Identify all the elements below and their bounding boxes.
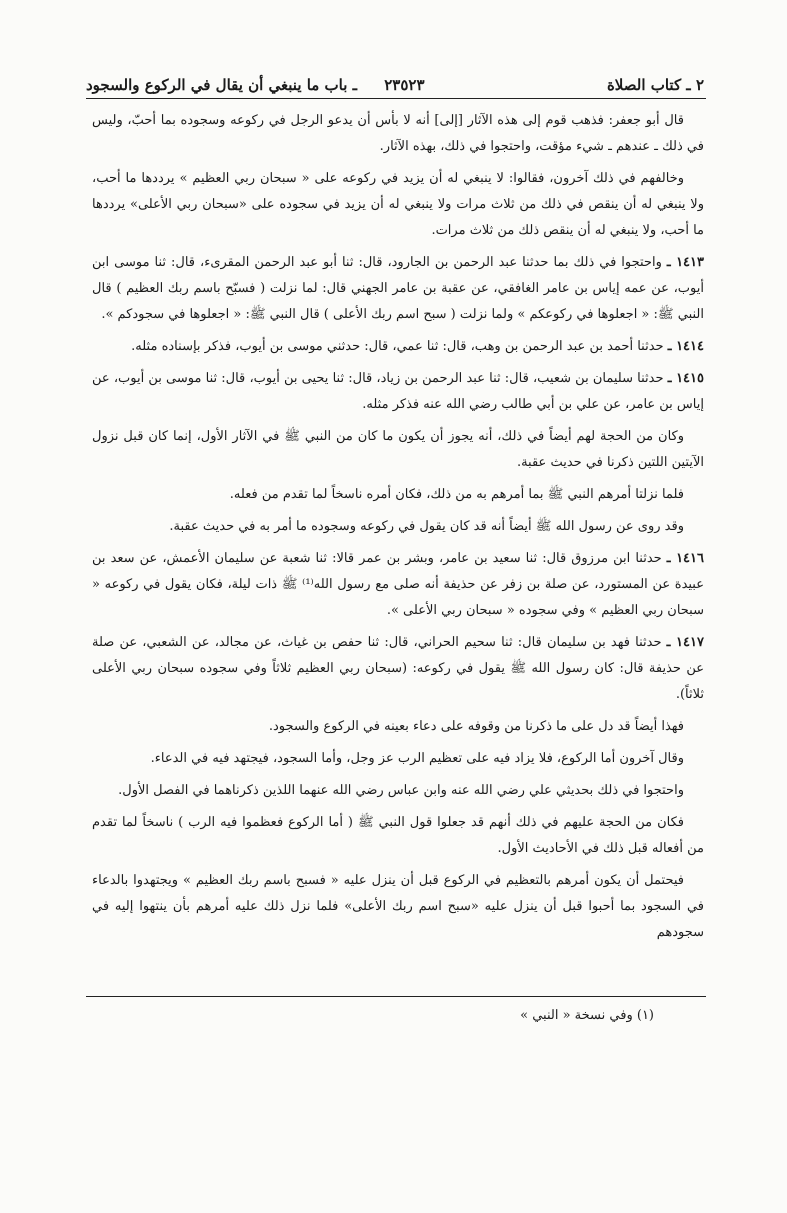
- running-header: [86, 74, 704, 96]
- header-section: [86, 74, 425, 96]
- hadith-number: ١٤١٧ ـ: [666, 635, 704, 650]
- main-text: [92, 108, 704, 952]
- hadith-paragraph: ١٤١٤ ـ حدثنا أحمد بن عبد الرحمن بن وهب، قال: ثنا عمي، قال: حدثني موسى بن أيوب، فذكر بإسناده مثله.: [131, 339, 704, 354]
- hadith-number: ١٤١٥ ـ: [667, 371, 704, 386]
- hadith-paragraph: ١٤١٦ ـ حدثنا ابن مرزوق قال: ثنا سعيد بن عامر، وبشر بن عمر قالا: ثنا شعبة عن سليمان الأعمش، عن سعد بن عبيدة عن المستورد، عن صلة بن زفر عن حذيفة أنه صلى مع رسول الله⁽¹⁾ ﷺ ذات ليلة، فكان يقول في ركوعه « سبحان ربي العظيم » وفي سجوده « سبحان ربي الأعلى ».: [92, 551, 704, 618]
- hadith-paragraph: ١٤١٥ ـ حدثنا سليمان بن شعيب، قال: ثنا عبد الرحمن بن زياد، قال: ثنا يحيى بن أيوب، قال: ثنا موسى بن أيوب، عن إياس بن عامر، عن علي بن أبي طالب رضي الله عنه فذكر مثله.: [92, 371, 704, 412]
- page-number: ٢٣٥: [384, 76, 409, 94]
- hadith-paragraph: ١٤١٣ ـ واحتجوا في ذلك بما حدثنا عبد الرحمن بن الجارود، قال: ثنا أبو عبد الرحمن المقرىء، قال: ثنا موسى ابن أيوب، عن عمه إياس بن عامر الغافقي، عن عقبة بن عامر الجهني قال: لما نزلت ( فسبّح باسم ربك العظيم ) قال النبي ﷺ: « اجعلوها في ركوعكم » ولما نزلت ( سبح اسم ربك الأعلى ) قال النبي ﷺ: « اجعلوها في سجودكم ».: [92, 255, 704, 322]
- hadith-number: ١٤١٣ ـ: [666, 255, 704, 270]
- hadith-number: ١٤١٤ ـ: [667, 339, 704, 354]
- paragraph: واحتجوا في ذلك بحديثي علي رضي الله عنه وابن عباس رضي الله عنهما اللذين ذكرناهما في الفصل الأول.: [118, 783, 684, 798]
- paragraph: وخالفهم في ذلك آخرون، فقالوا: لا ينبغي له أن يزيد في ركوعه على « سبحان ربي العظيم » يرددها ما أحب، ولا ينبغي له أن ينقص في ذلك من ثلاث مرات ولا ينبغي له أن يزيد في سجوده على «سبحان ربي الأعلى» يرددها ما أحب، ولا ينبغي له أن ينقص ذلك من ثلاث مرات.: [92, 171, 704, 238]
- hadith-paragraph: ١٤١٧ ـ حدثنا فهد بن سليمان قال: ثنا سحيم الحراني، قال: ثنا حفص بن غياث، عن مجالد، عن الشعبي، عن صلة عن حذيفة قال: كان رسول الله ﷺ يقول في ركوعه: (سبحان ربي العظيم ثلاثاً وفي سجوده سبحان ربي الأعلى ثلاثاً).: [92, 635, 704, 702]
- header-section-title: ٢٣ ـ باب ما ينبغي أن يقال في الركوع والسجود: [86, 76, 425, 94]
- paragraph: فكان من الحجة عليهم في ذلك أنهم قد جعلوا قول النبي ﷺ ( أما الركوع فعظموا فيه الرب ) ناسخاً لما تقدم من أفعاله قبل ذلك في الأحاديث الأول.: [92, 815, 704, 856]
- paragraph: فلما نزلتا أمرهم النبي ﷺ بما أمرهم به من ذلك، فكان أمره ناسخاً لما تقدم من فعله.: [229, 487, 684, 502]
- footnote: (١) وفي نسخة « النبي »: [520, 1008, 654, 1023]
- paragraph: قال أبو جعفر: فذهب قوم إلى هذه الآثار [إلى] أنه لا بأس أن يدعو الرجل في ركوعه وسجوده بما أحبّ، وليس في ذلك ـ عندهم ـ شيء مؤقت، واحتجوا في ذلك، بهذه الآثار.: [92, 113, 704, 154]
- paragraph: فيحتمل أن يكون أمرهم بالتعظيم في الركوع قبل أن ينزل عليه « فسبح باسم ربك العظيم » ويجتهدوا بالدعاء في السجود بما أحبوا قبل أن ينزل عليه «سبح اسم ربك الأعلى» فلما نزل ذلك عليه أمرهم بأن ينتهوا إليه في سجودهم: [92, 873, 704, 940]
- paragraph: وقال آخرون أما الركوع، فلا يزاد فيه على تعظيم الرب عز وجل، وأما السجود، فيجتهد فيه في الدعاء.: [150, 751, 684, 766]
- hadith-number: ١٤١٦ ـ: [666, 551, 704, 566]
- paragraph: وقد روى عن رسول الله ﷺ أيضاً أنه قد كان يقول في ركوعه وسجوده ما أمر به في حديث عقبة.: [169, 519, 684, 534]
- paragraph: فهذا أيضاً قد دل على ما ذكرنا من وقوفه على دعاء بعينه في الركوع والسجود.: [268, 719, 684, 734]
- header-chapter-title: ٢ ـ كتاب الصلاة: [606, 76, 704, 94]
- header-rule: [86, 98, 706, 99]
- footnote-rule: [86, 996, 706, 997]
- paragraph: وكان من الحجة لهم أيضاً في ذلك، أنه يجوز أن يكون ما كان من النبي ﷺ في الآثار الأول، إنما كان قبل نزول الآيتين اللتين ذكرنا في حديث عقبة.: [92, 429, 704, 470]
